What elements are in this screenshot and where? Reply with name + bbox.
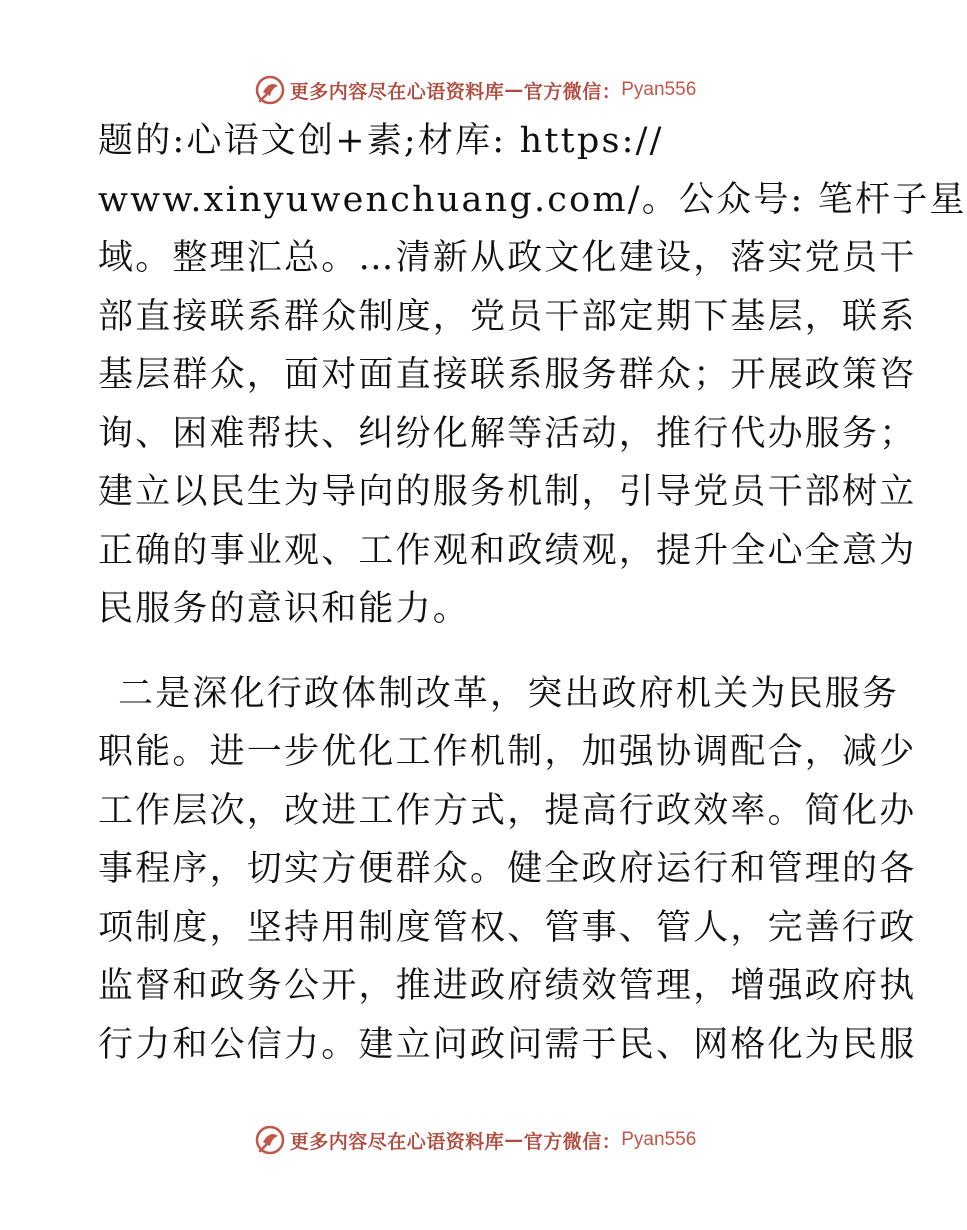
text-line: 询、困难帮扶、纠纷化解等活动，推行代办服务； — [98, 413, 917, 454]
text-line: www.xinyuwenchuang.com/。公众号: 笔杆子星 — [98, 179, 967, 220]
xinyu-logo-icon — [254, 1124, 286, 1156]
text-line: 事程序，切实方便群众。健全政府运行和管理的各 — [98, 849, 917, 889]
text-line: 建立以民生为导向的服务机制，引导党员干部树立 — [98, 472, 917, 512]
text-line: 部直接联系群众制度，党员干部定期下基层，联系 — [98, 296, 917, 337]
paragraph-2 — [98, 665, 917, 1075]
banner-wechat-label: 官方微信： — [523, 80, 622, 103]
text-line: 题的:心语文创+素;材库: https:// — [98, 121, 664, 161]
banner-separator: — — [504, 79, 524, 101]
text-line: 职能。进一步优化工作机制，加强协调配合，减少 — [98, 732, 917, 772]
text-line: 工作层次，改进工作方式，提高行政效率。简化办 — [98, 790, 917, 831]
text-line: 项制度，坚持用制度管权、管事、管人，完善行政 — [98, 907, 917, 948]
xinyu-logo-icon — [254, 74, 286, 106]
banner-brand: 更多内容尽在心语资料库 — [289, 1130, 505, 1153]
header-banner — [0, 70, 950, 110]
text-line: 民服务的意识和能力。 — [98, 589, 471, 629]
document-body — [98, 112, 967, 1074]
footer-banner — [0, 1120, 950, 1160]
text-line: 域。整理汇总。…清新从政文化建设，落实党员干 — [98, 238, 917, 278]
text-line: 正确的事业观、工作观和政绩观，提升全心全意为 — [98, 530, 917, 571]
paragraph-1 — [98, 112, 967, 639]
banner-brand: 更多内容尽在心语资料库 — [289, 80, 505, 103]
text-line: 二是深化行政体制改革，突出政府机关为民服务 — [118, 673, 900, 714]
text-line: 监督和政务公开，推进政府绩效管理，增强政府执 — [98, 966, 917, 1006]
banner-account: Pyan556 — [621, 79, 697, 100]
text-line: 行力和公信力。建立问政问需于民、网格化为民服 — [98, 1024, 917, 1065]
paragraph-gap — [98, 639, 858, 665]
banner-account: Pyan556 — [621, 1129, 697, 1150]
banner-separator: — — [504, 1129, 524, 1151]
banner-wechat-label: 官方微信： — [523, 1130, 622, 1153]
text-line: 基层群众，面对面直接联系服务群众；开展政策咨 — [98, 355, 917, 395]
